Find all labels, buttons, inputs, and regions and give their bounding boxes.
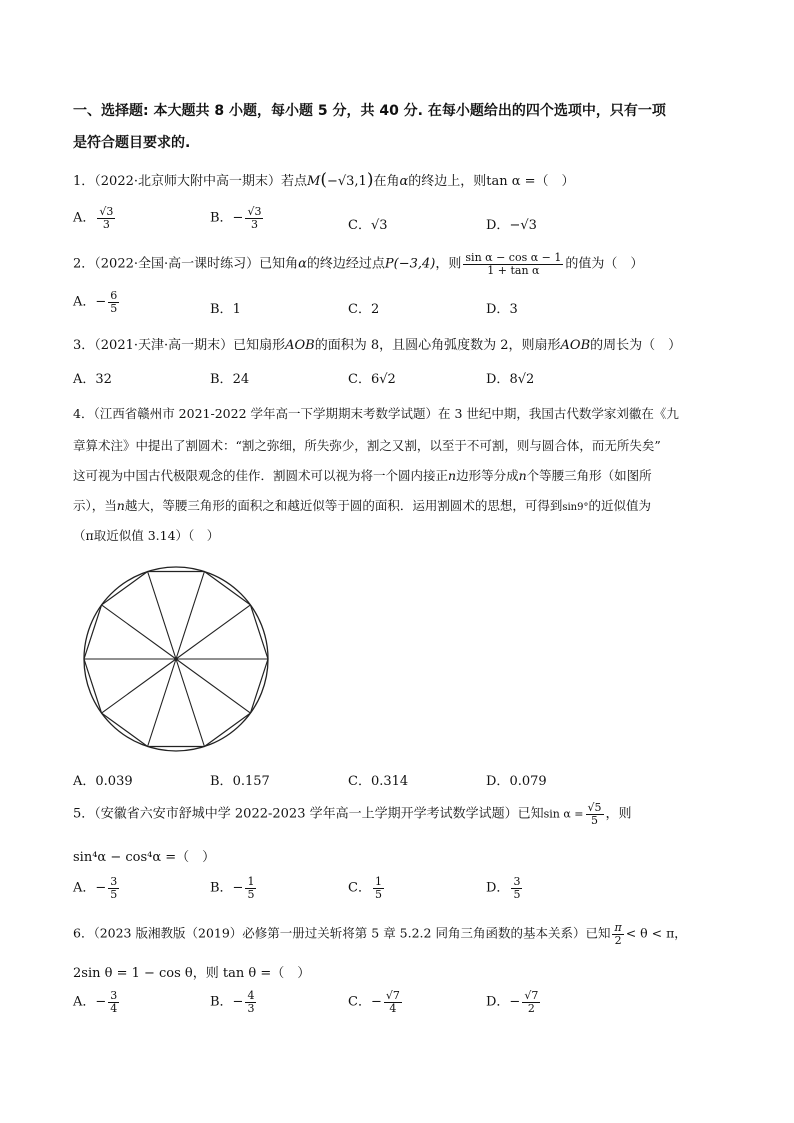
fraction-denominator: 5 — [513, 887, 521, 901]
q3-option-d[interactable] — [486, 368, 534, 387]
q2-option-b[interactable] — [210, 298, 241, 317]
fraction-numerator: √7 — [524, 989, 539, 1002]
option-label: C． — [348, 880, 371, 896]
option-text: 1 — [232, 302, 241, 317]
q2-prefix: 2．（2022·全国·高一课时练习）已知角 — [73, 256, 299, 272]
question-4-line5: （π取近似值 3.14）（ ） — [73, 528, 220, 543]
fraction-denominator: 3 — [250, 217, 258, 231]
option-label: D． — [486, 372, 510, 387]
q5-option-c[interactable] — [348, 876, 386, 900]
option-label: A． — [73, 210, 96, 226]
fraction — [245, 206, 263, 230]
fraction-numerator: √7 — [385, 989, 400, 1002]
fraction-denominator: 3 — [102, 217, 110, 231]
q3-text-b: 的面积为 8，且圆心角弧度数为 2，则扇形 — [314, 338, 561, 353]
fraction-numerator: 6 — [110, 289, 118, 302]
q3-option-c[interactable] — [348, 368, 396, 387]
option-text: 0.079 — [509, 774, 547, 789]
fraction-numerator: 4 — [247, 989, 255, 1002]
fraction-denominator: 5 — [247, 887, 255, 901]
radius-spoke — [176, 659, 250, 713]
option-label: C． — [348, 372, 371, 387]
fraction — [245, 990, 256, 1014]
fraction-numerator: 3 — [110, 989, 118, 1002]
q4-sin9: sin9° — [562, 502, 589, 513]
fraction-numerator: √3 — [247, 205, 262, 218]
option-text: 3 — [509, 302, 518, 317]
option-label: B．− — [210, 210, 244, 226]
question-4-line2: 章算术注》中提出了割圆术：“割之弥细，所失弥少，割之又割，以至于不可割，则与圆合体，而无所失矣” — [73, 438, 661, 453]
option-label: C． — [348, 218, 371, 233]
fraction-numerator: √5 — [587, 801, 602, 814]
fraction-numerator: 1 — [374, 875, 382, 888]
fraction — [373, 876, 384, 900]
q6-option-d[interactable] — [486, 990, 542, 1014]
q1-option-c[interactable] — [348, 214, 388, 233]
fraction-denominator: 5 — [591, 813, 598, 827]
q2-fraction — [463, 252, 563, 276]
q6-range: < θ < π， — [625, 925, 687, 941]
q4-option-a[interactable] — [73, 770, 133, 789]
q2-option-c[interactable] — [348, 298, 379, 317]
q2-option-a[interactable] — [73, 290, 121, 314]
fraction — [108, 990, 119, 1014]
q1-point: M — [307, 174, 321, 189]
fraction — [522, 990, 540, 1014]
q4-text: 边形等分成 — [456, 468, 519, 483]
option-text: 0.157 — [232, 774, 270, 789]
question-4-line1: 4．（江西省赣州市 2021-2022 学年高一下学期期末考数学试题）在 3 世纪中期，我国古代数学家刘徽在《九 — [73, 406, 679, 421]
radius-spoke — [148, 572, 176, 659]
fraction-denominator: 1 + tan α — [487, 263, 540, 277]
option-text: 2 — [370, 302, 380, 317]
q2-mid: 的终边经过点 — [306, 256, 385, 272]
question-1: 1．（2022·北京师大附中高一期末）若点M(−√3,1)在角α的终边上，则tan α =（ ） — [73, 170, 575, 190]
question-5-line1 — [73, 802, 632, 826]
option-label: B． — [210, 302, 233, 317]
q4-text: 示），当 — [73, 498, 117, 513]
option-label: D． — [486, 302, 510, 317]
radius-spoke — [176, 572, 204, 659]
q1-alpha: α — [399, 174, 409, 189]
fraction-denominator: 4 — [389, 1001, 397, 1015]
option-text: 0.039 — [95, 774, 133, 789]
option-label: D． — [486, 774, 510, 789]
option-text: 6√2 — [370, 372, 396, 387]
fraction-denominator: 5 — [110, 301, 118, 315]
q1-point-value: −√3,1 — [326, 174, 367, 189]
fraction-numerator: sin α − cos α − 1 — [465, 251, 562, 264]
option-label: B． — [210, 774, 233, 789]
q2-alpha: α — [298, 256, 307, 272]
option-label: A．− — [73, 294, 107, 310]
q3-aob: AOB — [285, 338, 315, 353]
option-label: C． — [348, 774, 371, 789]
fraction-denominator: 5 — [374, 887, 382, 901]
q4-n: n — [448, 468, 457, 483]
option-label: A．− — [73, 994, 107, 1010]
radius-spoke — [102, 659, 176, 713]
option-label: C． — [348, 302, 371, 317]
option-text: 24 — [232, 372, 250, 387]
fraction — [245, 876, 256, 900]
q4-text: 的近似值为 — [588, 498, 651, 513]
question-4-line4 — [73, 496, 651, 514]
q4-option-c[interactable] — [348, 770, 408, 789]
q1-option-a[interactable] — [73, 206, 117, 230]
question-6-line1 — [73, 922, 687, 946]
fraction — [108, 876, 119, 900]
q4-text: 越大，等腰三角形的面积之和越近似等于圆的面积．运用割圆术的思想，可得到 — [124, 498, 563, 513]
q5-suffix: ，则 — [605, 806, 632, 822]
q3-option-b[interactable] — [210, 368, 249, 387]
q3-aob: AOB — [560, 338, 591, 353]
q1-suffix: 的终边上，则 — [408, 174, 487, 189]
q4-text: 个等腰三角形（如图所 — [526, 468, 652, 483]
option-label: B．− — [210, 994, 244, 1010]
fraction — [97, 206, 115, 230]
q2-comma: ，则 — [435, 256, 462, 272]
option-label: A．− — [73, 880, 107, 896]
q2-option-d[interactable] — [486, 298, 518, 317]
q6-option-a[interactable] — [73, 990, 121, 1014]
q4-n: n — [518, 468, 527, 483]
q3-text-a: 3．（2021·天津·高一期末）已知扇形 — [73, 338, 286, 353]
option-label: A． — [73, 774, 96, 789]
radius-spoke — [102, 605, 176, 659]
option-label: B． — [210, 372, 233, 387]
fraction-denominator: 2 — [527, 1001, 535, 1015]
option-text: 0.314 — [370, 774, 409, 789]
fraction — [586, 802, 604, 826]
q1-expr: tan α =（ ） — [486, 174, 575, 189]
radius-spoke — [148, 659, 176, 746]
question-2 — [73, 252, 643, 276]
fraction-numerator: 1 — [247, 875, 255, 888]
q2-point: P(−3,4) — [384, 256, 436, 272]
q2-suffix: 的值为（ ） — [565, 256, 644, 272]
q6-option-b[interactable] — [210, 990, 258, 1014]
fraction — [612, 922, 623, 946]
fraction — [384, 990, 402, 1014]
circle-decagon-figure — [76, 562, 276, 756]
q1-mid: 在角 — [373, 174, 400, 189]
fraction-denominator: 4 — [110, 1001, 118, 1015]
q4-option-b[interactable] — [210, 770, 270, 789]
question-6-line2: 2sin θ = 1 − cos θ，则 tan θ =（ ） — [73, 966, 311, 981]
fraction-denominator: 3 — [247, 1001, 255, 1015]
q5-option-d[interactable] — [486, 876, 524, 900]
fraction-numerator: π — [614, 921, 622, 934]
fraction-numerator: √3 — [99, 205, 114, 218]
option-label: C．− — [348, 994, 382, 1010]
question-3 — [73, 334, 681, 353]
fraction-numerator: 3 — [513, 875, 521, 888]
option-text: √3 — [370, 218, 388, 233]
question-4-line3 — [73, 466, 652, 484]
q4-n: n — [116, 498, 125, 513]
q5-option-b[interactable] — [210, 876, 258, 900]
fraction-denominator: 5 — [110, 887, 118, 901]
q4-text: 这可视为中国古代极限观念的佳作．割圆术可以视为将一个圆内接正 — [73, 468, 449, 483]
option-text: 8√2 — [509, 372, 535, 387]
option-label: B．− — [210, 880, 244, 896]
q3-option-a[interactable] — [73, 368, 112, 387]
question-5-line2: sin⁴α − cos⁴α =（ ） — [73, 850, 216, 865]
q1-option-b[interactable] — [210, 206, 265, 230]
option-label: D． — [486, 880, 510, 896]
q5-prefix: 5．（安徽省六安市舒城中学 2022-2023 学年高一上学期开学考试数学试题）已知 — [73, 806, 544, 822]
fraction-denominator: 2 — [614, 933, 622, 947]
q5-option-a[interactable] — [73, 876, 121, 900]
option-label: D． — [486, 218, 510, 233]
section-header-line1: 一、选择题: 本大题共 8 小题，每小题 5 分，共 40 分. 在每小题给出的四个选项中，只有一项 — [73, 103, 666, 119]
radius-spoke — [176, 605, 250, 659]
q3-text-c: 的周长为（ ） — [590, 338, 682, 353]
fraction-numerator: 3 — [110, 875, 118, 888]
option-text: −√3 — [509, 218, 537, 233]
q1-option-d[interactable] — [486, 214, 537, 233]
q6-prefix: 6．（2023 版湘教版（2019）必修第一册过关斩将第 5 章 5.2.2 同角三角函数的基本关系）已知 — [73, 925, 611, 941]
option-label: A． — [73, 372, 96, 387]
q6-option-c[interactable] — [348, 990, 404, 1014]
fraction — [108, 290, 119, 314]
option-text: 32 — [95, 372, 112, 387]
q1-prefix: 1．（2022·北京师大附中高一期末）若点 — [73, 174, 307, 189]
fraction — [511, 876, 522, 900]
option-label: D．− — [486, 994, 521, 1010]
q5-sin-alpha: sin α = — [543, 807, 584, 821]
q4-option-d[interactable] — [486, 770, 547, 789]
radius-spoke — [176, 659, 204, 746]
section-header-line2: 是符合题目要求的. — [73, 135, 191, 151]
